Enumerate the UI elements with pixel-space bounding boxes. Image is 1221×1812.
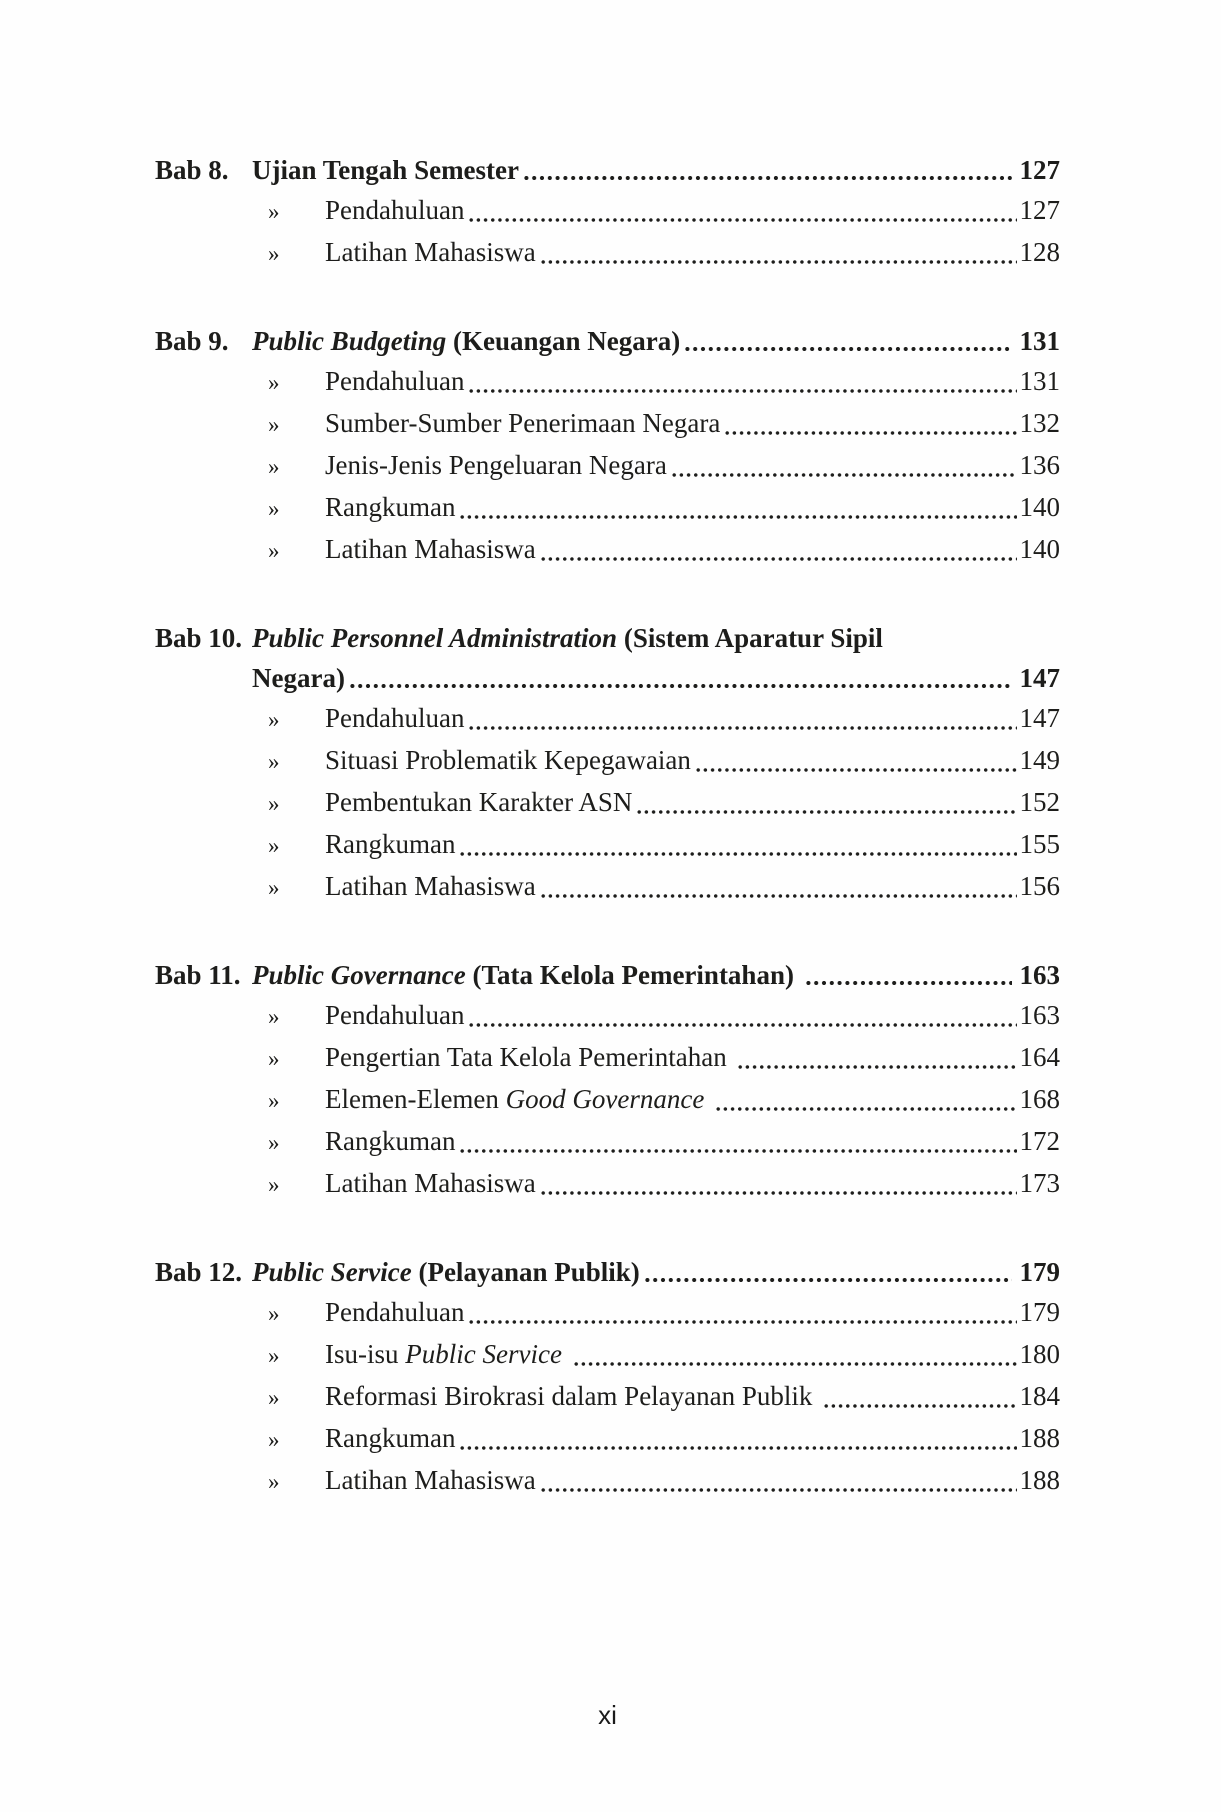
subitem-text <box>325 529 536 569</box>
dot-leader <box>541 1190 1017 1196</box>
entry-text-part: Pendahuluan <box>325 1297 465 1327</box>
entry-text-part <box>704 1084 711 1114</box>
toc-subitem <box>155 1121 1060 1163</box>
chapter-subitems <box>155 698 1060 908</box>
chapter-title-text <box>252 321 680 361</box>
subitem-text <box>325 782 632 822</box>
subitem-page-number: 140 <box>1019 492 1060 522</box>
dot-leader <box>574 1361 1017 1367</box>
subitem-text <box>325 1292 464 1332</box>
dot-leader <box>460 514 1016 520</box>
chapter-subitems <box>155 995 1060 1205</box>
subitem-page-number: 127 <box>1019 195 1060 225</box>
chapter-title <box>252 321 1060 361</box>
chapter-title-text <box>252 150 519 190</box>
folio-page-number: xi <box>598 1700 617 1730</box>
toc-subitem <box>155 995 1060 1037</box>
chapter-heading <box>155 1252 1060 1292</box>
toc-subitem <box>155 740 1060 782</box>
subitem-page-number: 168 <box>1019 1084 1060 1114</box>
chapter-title-line <box>252 618 1060 658</box>
toc-subitem <box>155 866 1060 908</box>
entry-text-part: Reformasi Birokrasi dalam Pelayanan Publik <box>325 1381 820 1411</box>
guillemet-bullet-icon: » <box>268 199 280 224</box>
chapter-number-label: Bab 10. <box>155 623 243 653</box>
entry-text-part: Latihan Mahasiswa <box>325 1168 536 1198</box>
subitem-page-number: 147 <box>1019 703 1060 733</box>
entry-text-part: (Sistem Aparatur Sipil <box>617 623 883 653</box>
subitem-text <box>325 995 464 1035</box>
guillemet-bullet-icon: » <box>268 1301 280 1326</box>
chapter-title-line <box>252 658 1060 698</box>
dot-leader <box>824 1403 1016 1409</box>
guillemet-bullet-icon: » <box>268 496 280 521</box>
toc-subitem <box>155 698 1060 740</box>
chapter-subitems <box>155 1292 1060 1502</box>
chapter-subitems <box>155 190 1060 274</box>
toc-subitem <box>155 1460 1060 1502</box>
toc-chapter-3 <box>155 618 1060 908</box>
toc-subitem <box>155 1418 1060 1460</box>
dot-leader <box>350 683 1012 689</box>
toc-subitem <box>155 1376 1060 1418</box>
entry-text-part <box>562 1339 569 1369</box>
table-of-contents <box>155 150 1060 1502</box>
chapter-heading <box>155 618 1060 698</box>
entry-text-part: Rangkuman <box>325 1126 456 1156</box>
chapter-heading <box>155 955 1060 995</box>
chapter-number-label: Bab 11. <box>155 960 241 990</box>
toc-subitem <box>155 1163 1060 1205</box>
entry-text-part: Latihan Mahasiswa <box>325 871 536 901</box>
entry-text-part: Rangkuman <box>325 492 456 522</box>
chapter-page-number: 163 <box>1019 960 1060 990</box>
guillemet-bullet-icon: » <box>268 370 280 395</box>
dot-leader <box>524 175 1011 181</box>
guillemet-bullet-icon: » <box>268 1172 280 1197</box>
subitem-text <box>325 190 464 230</box>
subitem-page-number: 180 <box>1019 1339 1060 1369</box>
guillemet-bullet-icon: » <box>268 791 280 816</box>
chapter-title-text <box>252 1252 640 1292</box>
entry-text-part: Sumber-Sumber Penerimaan Negara <box>325 408 721 438</box>
dot-leader <box>685 346 1011 352</box>
italic-term-text: Public Governance <box>252 960 466 990</box>
dot-leader <box>469 1319 1016 1325</box>
toc-subitem <box>155 782 1060 824</box>
subitem-text <box>325 1037 733 1077</box>
entry-text-part: Rangkuman <box>325 829 456 859</box>
toc-chapter-1 <box>155 150 1060 274</box>
subitem-text <box>325 1334 569 1374</box>
chapter-page-number: 127 <box>1019 155 1060 185</box>
entry-text-part: Situasi Problematik Kepegawaian <box>325 745 691 775</box>
subitem-text <box>325 1079 711 1119</box>
subitem-text <box>325 698 464 738</box>
entry-text-part: Rangkuman <box>325 1423 456 1453</box>
subitem-text <box>325 232 536 272</box>
dot-leader <box>541 1487 1017 1493</box>
toc-subitem <box>155 1334 1060 1376</box>
chapter-title <box>252 618 1060 698</box>
guillemet-bullet-icon: » <box>268 454 280 479</box>
guillemet-bullet-icon: » <box>268 241 280 266</box>
dot-leader <box>725 430 1016 436</box>
subitem-page-number: 128 <box>1019 237 1060 267</box>
guillemet-bullet-icon: » <box>268 1046 280 1071</box>
subitem-text <box>325 1460 536 1500</box>
dot-leader <box>469 388 1016 394</box>
chapter-page-number: 179 <box>1019 1257 1060 1287</box>
entry-text-part: (Keuangan Negara) <box>446 326 681 356</box>
dot-leader <box>469 217 1016 223</box>
subitem-page-number: 173 <box>1019 1168 1060 1198</box>
entry-text-part: Pendahuluan <box>325 195 465 225</box>
chapter-number-label: Bab 9. <box>155 326 229 356</box>
italic-term-text: Public Service <box>405 1339 562 1369</box>
subitem-page-number: 136 <box>1019 450 1060 480</box>
toc-subitem <box>155 487 1060 529</box>
dot-leader <box>696 767 1017 773</box>
subitem-page-number: 155 <box>1019 829 1060 859</box>
entry-text-part: (Tata Kelola Pemerintahan) <box>465 960 801 990</box>
chapter-title-line <box>252 150 1060 190</box>
subitem-text <box>325 403 720 443</box>
dot-leader <box>806 980 1012 986</box>
toc-chapter-5 <box>155 1252 1060 1502</box>
subitem-text <box>325 445 667 485</box>
entry-text-part: Latihan Mahasiswa <box>325 237 536 267</box>
chapter-title-text <box>252 618 883 658</box>
dot-leader <box>645 1277 1012 1283</box>
toc-chapter-2 <box>155 321 1060 571</box>
subitem-page-number: 179 <box>1019 1297 1060 1327</box>
subitem-text <box>325 1163 536 1203</box>
toc-subitem <box>155 190 1060 232</box>
dot-leader <box>460 851 1016 857</box>
subitem-page-number: 149 <box>1019 745 1060 775</box>
subitem-text <box>325 740 691 780</box>
toc-chapter-4 <box>155 955 1060 1205</box>
chapter-heading <box>155 321 1060 361</box>
page-footer <box>155 1700 1060 1731</box>
subitem-page-number: 163 <box>1019 1000 1060 1030</box>
subitem-page-number: 140 <box>1019 534 1060 564</box>
guillemet-bullet-icon: » <box>268 1343 280 1368</box>
chapter-page-number: 131 <box>1019 326 1060 356</box>
chapter-number-label: Bab 12. <box>155 1257 243 1287</box>
subitem-page-number: 184 <box>1019 1381 1060 1411</box>
dot-leader <box>460 1148 1016 1154</box>
subitem-page-number: 132 <box>1019 408 1060 438</box>
chapter-number-label: Bab 8. <box>155 155 229 185</box>
dot-leader <box>738 1064 1016 1070</box>
italic-term-text: Public Personnel Administration <box>252 623 618 653</box>
entry-text-part: Isu-isu <box>325 1339 406 1369</box>
subitem-text <box>325 866 536 906</box>
dot-leader <box>716 1106 1016 1112</box>
toc-subitem <box>155 1079 1060 1121</box>
chapter-title <box>252 955 1060 995</box>
dot-leader <box>637 809 1016 815</box>
guillemet-bullet-icon: » <box>268 1130 280 1155</box>
chapter-title-line <box>252 1252 1060 1292</box>
subitem-page-number: 131 <box>1019 366 1060 396</box>
subitem-page-number: 164 <box>1019 1042 1060 1072</box>
guillemet-bullet-icon: » <box>268 412 280 437</box>
dot-leader <box>672 472 1017 478</box>
italic-term-text: Good Governance <box>505 1084 705 1114</box>
subitem-text <box>325 1121 455 1161</box>
italic-term-text: Public Service <box>252 1257 412 1287</box>
subitem-text <box>325 361 464 401</box>
entry-text-part: Pendahuluan <box>325 366 465 396</box>
entry-text-part: Pendahuluan <box>325 703 465 733</box>
dot-leader <box>541 893 1017 899</box>
chapter-title-line <box>252 321 1060 361</box>
dot-leader <box>541 556 1017 562</box>
toc-subitem <box>155 361 1060 403</box>
toc-subitem <box>155 445 1060 487</box>
dot-leader <box>460 1445 1016 1451</box>
toc-subitem <box>155 232 1060 274</box>
subitem-page-number: 172 <box>1019 1126 1060 1156</box>
guillemet-bullet-icon: » <box>268 707 280 732</box>
entry-text-part: (Pelayanan Publik) <box>411 1257 640 1287</box>
guillemet-bullet-icon: » <box>268 749 280 774</box>
guillemet-bullet-icon: » <box>268 1088 280 1113</box>
toc-subitem <box>155 529 1060 571</box>
chapter-title-text <box>252 658 345 698</box>
entry-text-part: Negara) <box>252 663 345 693</box>
guillemet-bullet-icon: » <box>268 1427 280 1452</box>
guillemet-bullet-icon: » <box>268 1469 280 1494</box>
subitem-page-number: 152 <box>1019 787 1060 817</box>
toc-subitem <box>155 1292 1060 1334</box>
chapter-subitems <box>155 361 1060 571</box>
chapter-title-line <box>252 955 1060 995</box>
entry-text-part: Pendahuluan <box>325 1000 465 1030</box>
entry-text-part: Elemen-Elemen <box>325 1084 506 1114</box>
toc-subitem <box>155 824 1060 866</box>
entry-text-part: Pengertian Tata Kelola Pemerintahan <box>325 1042 734 1072</box>
guillemet-bullet-icon: » <box>268 1004 280 1029</box>
dot-leader <box>469 1022 1016 1028</box>
entry-text-part: Jenis-Jenis Pengeluaran Negara <box>325 450 667 480</box>
subitem-text <box>325 487 455 527</box>
guillemet-bullet-icon: » <box>268 1385 280 1410</box>
subitem-page-number: 188 <box>1019 1423 1060 1453</box>
subitem-text <box>325 1418 455 1458</box>
subitem-text <box>325 1376 819 1416</box>
dot-leader <box>469 725 1016 731</box>
subitem-page-number: 156 <box>1019 871 1060 901</box>
toc-subitem <box>155 1037 1060 1079</box>
dot-leader <box>541 259 1017 265</box>
subitem-text <box>325 824 455 864</box>
guillemet-bullet-icon: » <box>268 833 280 858</box>
chapter-page-number: 147 <box>1019 663 1060 693</box>
chapter-title <box>252 150 1060 190</box>
chapter-heading <box>155 150 1060 190</box>
entry-text-part: Latihan Mahasiswa <box>325 1465 536 1495</box>
entry-text-part: Pembentukan Karakter ASN <box>325 787 633 817</box>
italic-term-text: Public Budgeting <box>252 326 447 356</box>
guillemet-bullet-icon: » <box>268 538 280 563</box>
subitem-page-number: 188 <box>1019 1465 1060 1495</box>
entry-text-part: Ujian Tengah Semester <box>252 155 520 185</box>
guillemet-bullet-icon: » <box>268 875 280 900</box>
entry-text-part: Latihan Mahasiswa <box>325 534 536 564</box>
chapter-title <box>252 1252 1060 1292</box>
toc-subitem <box>155 403 1060 445</box>
chapter-title-text <box>252 955 801 995</box>
